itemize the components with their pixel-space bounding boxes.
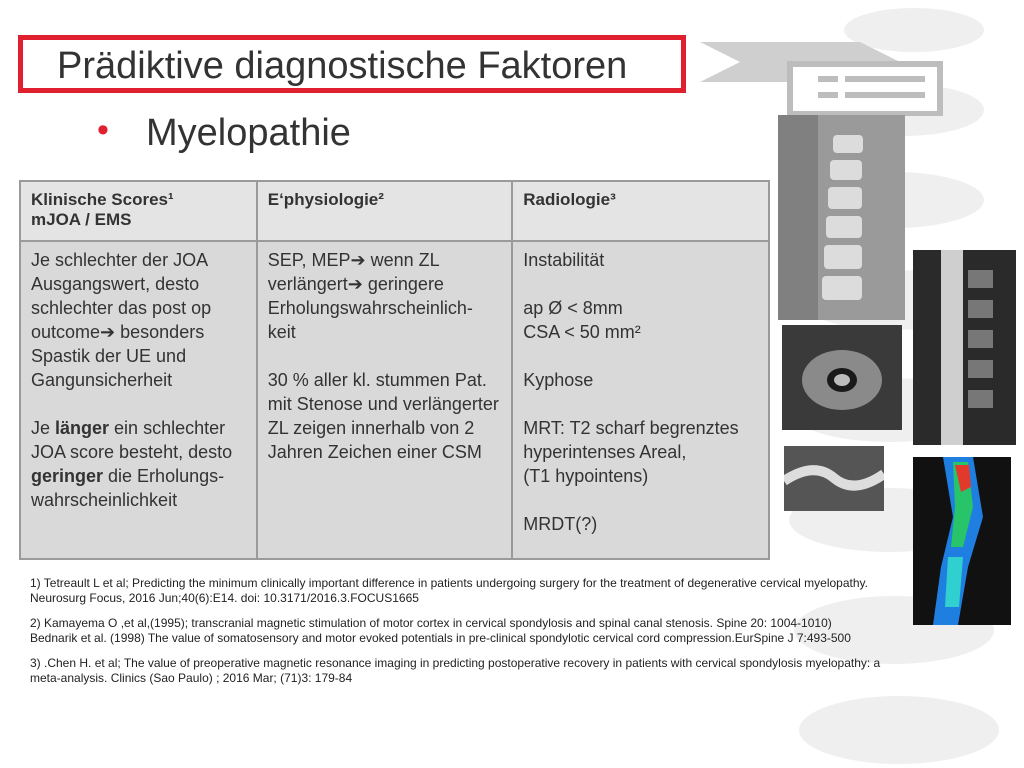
clinical-text-2e: die Erholungs- wahrscheinlichkeit bbox=[31, 466, 225, 510]
arrow-right-icon: ➔ bbox=[100, 322, 116, 342]
clinical-text-2d: geringer bbox=[31, 466, 104, 486]
reference-2: 2) Kamayema O ,et al,(1995); transcranial magnetic stimulation of motor cortex in cervical spondylosis and spinal canal stenosis. Spine 20: 1004-1010) bbox=[30, 616, 832, 630]
ephys-text-1a: SEP, MEP bbox=[267, 250, 351, 270]
header-clinical-scores: Klinische Scores¹ mJOA / EMS bbox=[20, 181, 257, 241]
header-radiology: Radiologie³ bbox=[512, 181, 769, 241]
document-logo-icon bbox=[700, 40, 945, 116]
xray-lateral-cervical-image bbox=[778, 115, 905, 320]
table-header-row bbox=[20, 181, 769, 241]
ephys-text-1c: geringere Erholungswahrscheinlich- keit bbox=[267, 274, 473, 342]
clinical-text-2b: länger bbox=[55, 418, 110, 438]
clinical-text-1b: besonders Spastik der UE und Gangunsicherheit bbox=[31, 322, 205, 390]
mri-sagittal-image bbox=[913, 250, 1016, 445]
ephys-text-1b: wenn ZL verlängert bbox=[267, 250, 439, 294]
table-row bbox=[20, 241, 769, 559]
clinical-text-1: Je schlechter der JOA Ausgangswert, desto schlechter das post op outcome bbox=[31, 250, 212, 342]
mri-sagittal-detail-image bbox=[784, 446, 884, 511]
cell-radiology: Instabilität ap Ø < 8mm CSA < 50 mm² Kyphose MRT: T2 scharf begrenztes hyperintenses Areal, (T1 hypointens) MRDT(?) bbox=[512, 241, 769, 559]
arrow-right-icon: ➔ bbox=[350, 250, 366, 270]
mri-axial-image bbox=[782, 325, 902, 430]
factors-table bbox=[19, 180, 770, 560]
arrow-right-icon: ➔ bbox=[347, 274, 363, 294]
cell-clinical-scores bbox=[20, 241, 257, 559]
references bbox=[30, 576, 900, 696]
subtitle: Myelopathie bbox=[146, 112, 351, 154]
page-title: Prädiktive diagnostische Faktoren bbox=[57, 45, 628, 87]
cell-ephysiology bbox=[257, 241, 512, 559]
title-box bbox=[18, 35, 686, 93]
ephys-text-2: 30 % aller kl. stummen Pat. mit Stenose und verlängerter ZL zeigen innerhalb von 2 Jahren Zeichen einer CSM bbox=[267, 370, 499, 462]
reference-2b: Bednarik et al. (1998) The value of somatosensory and motor evoked potentials in pre-clinical spondylotic cervical cord compression.EurSpine J 7:493-500 bbox=[30, 631, 851, 645]
clinical-text-2c: ein schlechter JOA score besteht, desto bbox=[31, 418, 233, 462]
header-ephysiology: E‘physiologie² bbox=[257, 181, 512, 241]
reference-3: 3) .Chen H. et al; The value of preoperative magnetic resonance imaging in predicting postoperative recovery in patients with cervical spondylosis myelopathy: a meta-analysis. Clinics (Sao Paulo) ; 2016 Mar; (71)3: 179-84 bbox=[30, 656, 881, 685]
reference-1: 1) Tetreault L et al; Predicting the minimum clinically important difference in patients undergoing surgery for the treatment of degenerative cervical myelopathy. Neurosurg Focus, 2016 Jun;40(6):E14. doi: 10.3171/2016.3.FOCUS1665 bbox=[30, 576, 868, 605]
clinical-text-2a: Je bbox=[31, 418, 56, 438]
bullet-dot: • bbox=[97, 111, 109, 149]
mri-dti-color-image bbox=[913, 457, 1011, 625]
